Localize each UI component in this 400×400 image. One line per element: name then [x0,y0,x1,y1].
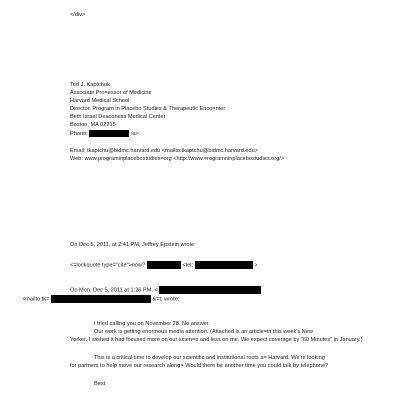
body-line: This is a critical time to develop our scientific and institutional roots a= Harvard. We're looking [94,355,325,361]
reply-header-epstein: On Dec 5, 2011, at 2:41 PM, Jeffrey Epstein wrote: [70,242,196,248]
mailto-prefix: <mailto:tk= [22,296,50,303]
wrote-suffix: &=t; wrote: [152,296,180,303]
body-line: I tried calling you on November 28. No answer. [94,321,210,327]
phone-suffix: /a> [130,130,139,137]
closing: Best [94,381,106,387]
reply-header-text: On Mon, Dec 5, 2011 at 1:26 PM, < [70,287,158,294]
blockquote-line [70,261,257,269]
signature-title: Associate Pro=essor of Medicine [70,90,152,96]
signature-center: Beth Israel Deaconess Medical Center [70,114,166,120]
body-line: for partners to help move our research along= Would there be another time you could talk by telephone? [70,363,329,369]
redaction-box [89,130,129,137]
signature-school: Harvard Medical School [70,98,130,104]
redaction-box [195,261,253,269]
signature-director-title: Director, Program in Placebo Studies & Therapeutic Enco=nter [70,106,226,112]
body-line: Our work is getting enormous media attention. (Attached is an article=in this week's New [94,329,313,335]
redaction-box [147,261,181,269]
signature-city: Boston, MA 02215 [70,122,116,128]
html-tag-fragment: </div> [70,12,86,18]
signature-name: Ted J. Kaptchuk [70,82,110,88]
reply-header-line [70,286,261,294]
signature-web: Web: www.programinplacebostudies=org <http://www.=rogramninplacebostudies.org/> [70,156,285,162]
blockquote-prefix: <=lockquote type="cite">now? [70,262,146,269]
body-line: Yorker. I wished it had focused more on our scien=e and less on me. We expect coverage by "60 Minutes" in January.) [70,337,363,343]
redaction-box [51,295,151,303]
phone-label: Phone: [70,130,88,137]
tel-suffix: > [254,262,258,269]
tel-label: <tel: [182,262,194,269]
signature-phone [70,130,139,138]
signature-email: Email: tkaptchu@bidmc.harvard.edu <mailto:tkaptchu@bidmc.harvard.edu> [70,148,258,154]
mailto-line [22,295,179,303]
redaction-box [159,286,261,294]
